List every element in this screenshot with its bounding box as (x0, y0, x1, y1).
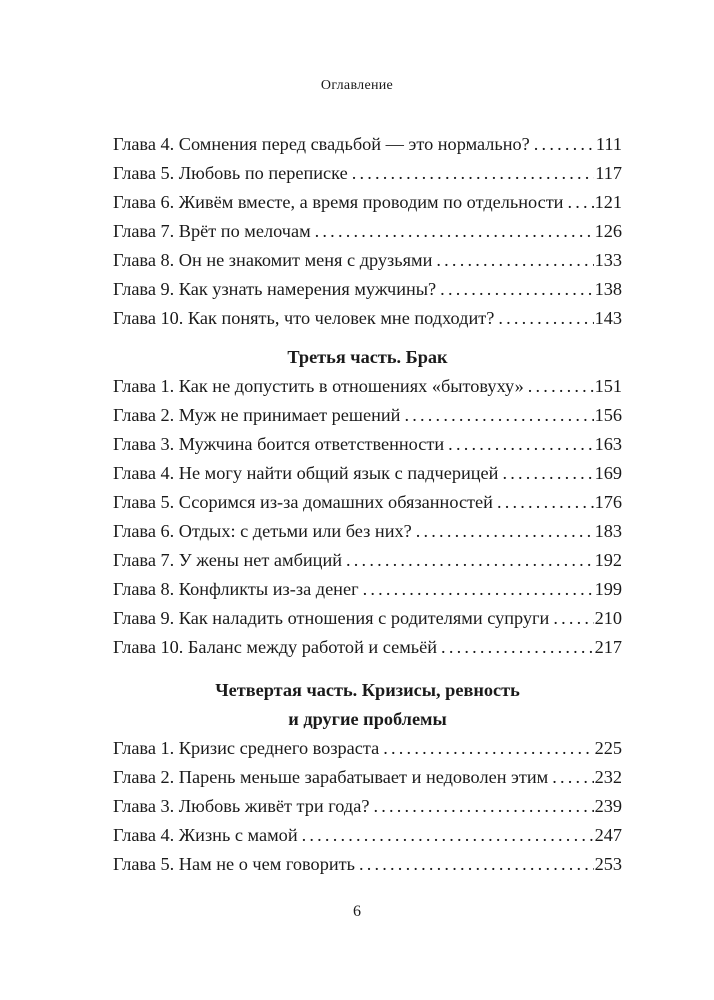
toc-entry-page: 210 (594, 608, 622, 628)
toc-entry-page: 199 (594, 579, 622, 599)
toc-entry-page: 163 (594, 434, 622, 454)
toc-section-4 (113, 676, 622, 879)
toc-entry[interactable] (113, 459, 622, 488)
dot-leader (383, 734, 593, 763)
dot-leader (497, 488, 594, 517)
toc-entry-title: Глава 5. Любовь по переписке (113, 163, 348, 183)
toc-entry[interactable] (113, 517, 622, 546)
dot-leader (502, 459, 593, 488)
toc-entry[interactable] (113, 734, 622, 763)
toc-entry[interactable] (113, 850, 622, 879)
toc-entry-page: 247 (594, 825, 622, 845)
toc-entry-title: Глава 1. Как не допустить в отношениях «бытовуху» (113, 376, 524, 396)
toc-section-2-continued (113, 130, 622, 333)
toc-entry-title: Глава 4. Сомнения перед свадьбой — это нормально? (113, 134, 530, 154)
dot-leader (553, 604, 593, 633)
toc-entry-page: 111 (595, 134, 622, 154)
dot-leader (359, 850, 594, 879)
dot-leader (552, 763, 593, 792)
toc-entry-title: Глава 10. Как понять, что человек мне подходит? (113, 308, 495, 328)
toc-section-3 (113, 343, 622, 662)
running-head: Оглавление (320, 78, 394, 93)
dot-leader (363, 575, 594, 604)
toc-entry-title: Глава 7. У жены нет амбиций (113, 550, 343, 570)
toc-entry[interactable] (113, 372, 622, 401)
toc-entry[interactable] (113, 188, 622, 217)
toc-entry-title: Глава 4. Жизнь с мамой (113, 825, 298, 845)
toc-entry-page: 151 (594, 376, 622, 396)
toc-entry-title: Глава 9. Как узнать намерения мужчины? (113, 279, 437, 299)
section-heading-line-2: и другие проблемы (288, 709, 447, 729)
toc-entry-page: 121 (594, 192, 622, 212)
dot-leader (315, 217, 594, 246)
toc-entry-page: 232 (594, 767, 622, 787)
dot-leader (567, 188, 593, 217)
toc-entry-title: Глава 1. Кризис среднего возраста (113, 738, 380, 758)
toc-entry-page: 239 (594, 796, 622, 816)
toc-entry-page: 192 (594, 550, 622, 570)
toc-entry[interactable] (113, 604, 622, 633)
toc-entry-title: Глава 9. Как наладить отношения с родителями супруги (113, 608, 550, 628)
toc-entry-title: Глава 6. Живём вместе, а время проводим по отдельности (113, 192, 564, 212)
toc-entry-title: Глава 5. Нам не о чем говорить (113, 854, 355, 874)
toc-entry-page: 143 (594, 308, 622, 328)
dot-leader (441, 633, 594, 662)
toc-entry[interactable] (113, 488, 622, 517)
toc-entry[interactable] (113, 130, 622, 159)
dot-leader (436, 246, 593, 275)
toc-entry-page: 133 (594, 250, 622, 270)
toc-entry-title: Глава 2. Муж не принимает решений (113, 405, 401, 425)
dot-leader (498, 304, 593, 333)
toc-entry-page: 253 (594, 854, 622, 874)
toc-entry-page: 126 (594, 221, 622, 241)
toc-entry[interactable] (113, 792, 622, 821)
toc-entry[interactable] (113, 217, 622, 246)
toc-entry-page: 217 (594, 637, 622, 657)
dot-leader (440, 275, 593, 304)
toc-entry[interactable] (113, 633, 622, 662)
dot-leader (528, 372, 594, 401)
toc-entry[interactable] (113, 821, 622, 850)
dot-leader (346, 546, 594, 575)
dot-leader (448, 430, 593, 459)
dot-leader (416, 517, 594, 546)
toc-entry-page: 225 (594, 738, 622, 758)
dot-leader (302, 821, 594, 850)
toc-entry-title: Глава 2. Парень меньше зарабатывает и недоволен этим (113, 767, 549, 787)
toc-entry[interactable] (113, 304, 622, 333)
toc-entry-page: 176 (594, 492, 622, 512)
section-heading: Третья часть. Брак (287, 347, 448, 367)
section-heading-line-1: Четвертая часть. Кризисы, ревность (215, 680, 520, 700)
toc-entry-title: Глава 4. Не могу найти общий язык с падчерицей (113, 463, 499, 483)
toc-entry-page: 117 (595, 163, 622, 183)
toc-entry[interactable] (113, 546, 622, 575)
toc-entry[interactable] (113, 159, 622, 188)
dot-leader (373, 792, 593, 821)
toc-entry-page: 138 (594, 279, 622, 299)
toc-entry-title: Глава 3. Мужчина боится ответственности (113, 434, 445, 454)
page-number: 6 (353, 903, 361, 920)
toc-entry-title: Глава 7. Врёт по мелочам (113, 221, 311, 241)
toc-entry[interactable] (113, 246, 622, 275)
toc-entry-title: Глава 8. Конфликты из-за денег (113, 579, 359, 599)
toc-entry[interactable] (113, 575, 622, 604)
dot-leader (352, 159, 595, 188)
toc-entry-page: 183 (594, 521, 622, 541)
toc-entry-page: 169 (594, 463, 622, 483)
toc-entry-title: Глава 10. Баланс между работой и семьёй (113, 637, 438, 657)
toc-entry[interactable] (113, 401, 622, 430)
toc-entry-title: Глава 3. Любовь живёт три года? (113, 796, 370, 816)
dot-leader (404, 401, 593, 430)
toc-entry[interactable] (113, 275, 622, 304)
toc-entry-page: 156 (594, 405, 622, 425)
dot-leader (534, 130, 595, 159)
toc-entry-title: Глава 5. Ссоримся из-за домашних обязанностей (113, 492, 493, 512)
toc-entry-title: Глава 8. Он не знакомит меня с друзьями (113, 250, 433, 270)
toc-entry[interactable] (113, 430, 622, 459)
toc-entry[interactable] (113, 763, 622, 792)
toc-entry-title: Глава 6. Отдых: с детьми или без них? (113, 521, 412, 541)
